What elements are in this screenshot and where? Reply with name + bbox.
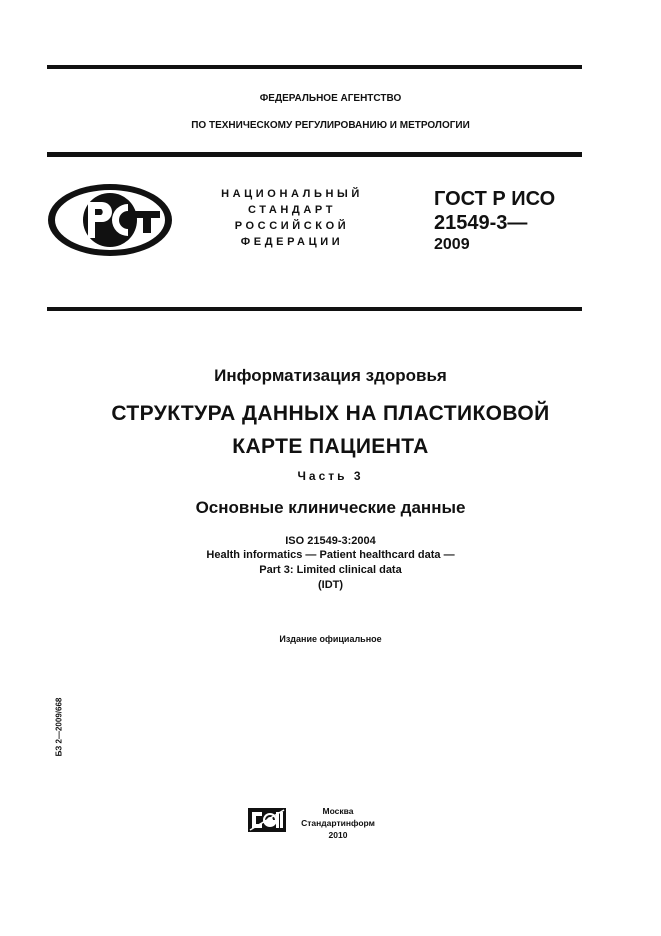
document-title-line-1: СТРУКТУРА ДАННЫХ НА ПЛАСТИКОВОЙ bbox=[111, 402, 550, 425]
national-standard-line: РОССИЙСКОЙ bbox=[234, 220, 350, 232]
part-title: Основные клинические данные bbox=[195, 498, 466, 517]
edition-label: Издание официальное bbox=[279, 634, 382, 644]
national-standard-line: НАЦИОНАЛЬНЫЙ bbox=[221, 188, 363, 200]
rst-logo-icon bbox=[46, 182, 174, 258]
agency-line-2: ПО ТЕХНИЧЕСКОМУ РЕГУЛИРОВАНИЮ И МЕТРОЛОГИИ bbox=[191, 120, 470, 131]
national-standard-line: ФЕДЕРАЦИИ bbox=[240, 236, 344, 248]
standartinform-logo-icon bbox=[246, 806, 288, 834]
part-label: Часть 3 bbox=[297, 469, 364, 483]
publisher-year: 2010 bbox=[328, 830, 348, 840]
iso-equivalence: (IDT) bbox=[317, 579, 344, 591]
header-rule bbox=[47, 152, 582, 157]
standard-code-year: 2009 bbox=[434, 236, 470, 253]
iso-number: ISO 21549-3:2004 bbox=[285, 535, 376, 547]
standard-code bbox=[434, 187, 555, 255]
standard-code-line-2: 21549-3— bbox=[434, 212, 528, 234]
publisher-city: Москва bbox=[322, 806, 354, 816]
iso-title-line-1: Health informatics — Patient healthcard data — bbox=[206, 549, 455, 561]
agency-line-1: ФЕДЕРАЛЬНОЕ АГЕНТСТВО bbox=[259, 93, 402, 104]
side-code: БЗ 2—2009/668 bbox=[54, 697, 64, 757]
publisher-name: Стандартинформ bbox=[301, 818, 375, 828]
standard-code-line-1: ГОСТ Р ИСО bbox=[434, 188, 556, 210]
standard-rule bbox=[47, 307, 582, 311]
document-title-line-2: КАРТЕ ПАЦИЕНТА bbox=[232, 435, 429, 458]
document-subtitle: Информатизация здоровья bbox=[214, 366, 447, 385]
national-standard-label bbox=[198, 186, 386, 250]
top-rule bbox=[47, 65, 582, 69]
national-standard-line: СТАНДАРТ bbox=[247, 204, 337, 216]
iso-title-line-2: Part 3: Limited clinical data bbox=[259, 564, 402, 576]
